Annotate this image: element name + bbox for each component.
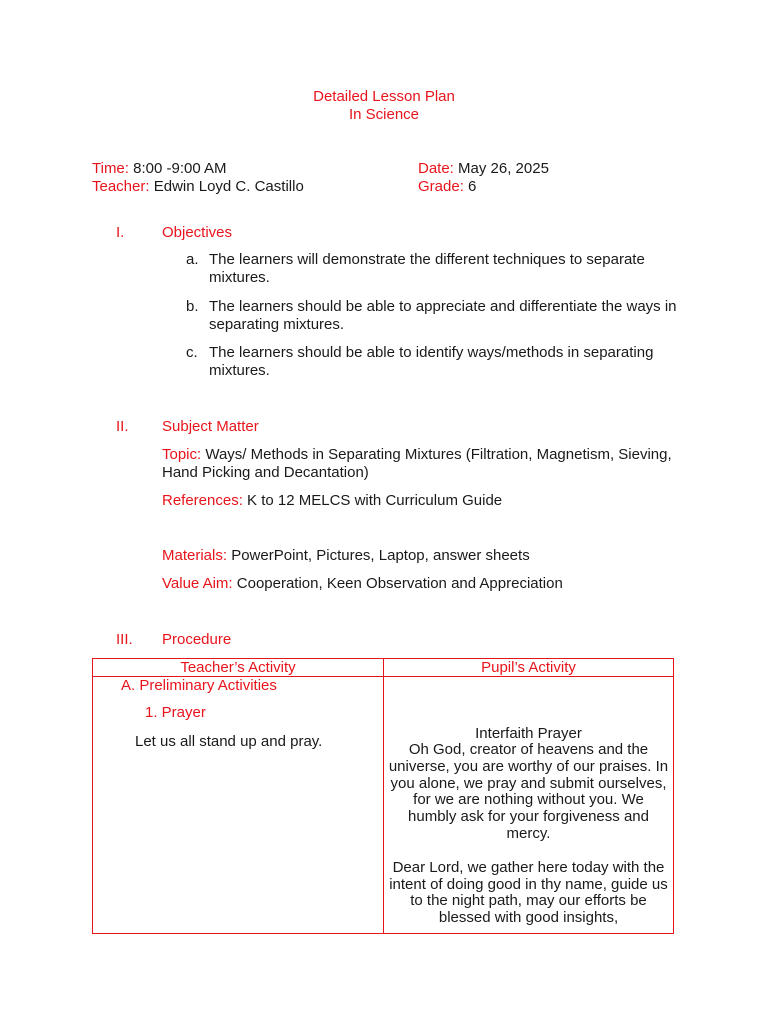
- date-row: [418, 160, 549, 177]
- objective-item-text: The learners should be able to identify ways/methods in separating mixtures.: [209, 344, 654, 379]
- pupil-activity-header: Pupil’s Activity: [384, 659, 674, 677]
- materials-label: Materials:: [162, 547, 228, 564]
- materials-row: [162, 547, 530, 564]
- references-label: References:: [162, 492, 243, 509]
- pupil-prayer-title: Interfaith Prayer: [475, 725, 582, 742]
- grade-value: 6: [468, 178, 477, 195]
- objective-item-label: a.: [186, 251, 199, 268]
- objective-item-b: [186, 298, 686, 334]
- teacher-value: Edwin Loyd C. Castillo: [153, 178, 304, 195]
- references-row: [162, 492, 502, 509]
- value-aim-value: Cooperation, Keen Observation and Appreciation: [236, 575, 563, 592]
- date-value: May 26, 2025: [458, 160, 549, 177]
- time-row: [92, 160, 227, 177]
- objective-item-c: [186, 344, 686, 380]
- grade-row: [418, 178, 476, 195]
- prayer-heading: 1. Prayer: [145, 704, 206, 721]
- time-label: Time:: [92, 160, 129, 177]
- pupil-prayer-paragraph-1: Oh God, creator of heavens and the universe, you are worthy of our praises. In you alone, we pray and submit ourselves, for we are nothing without you. We humbly ask for your forgiveness and mercy.: [388, 741, 669, 842]
- pupil-prayer-paragraph-2: Dear Lord, we gather here today with the intent of doing good in thy name, guide us to the night path, may our efforts be blessed with good insights,: [389, 858, 668, 927]
- document-title: Detailed Lesson Plan: [313, 88, 455, 105]
- objective-item-text: The learners should be able to appreciate and differentiate the ways in separating mixtures.: [209, 298, 677, 333]
- topic-row: [162, 446, 674, 482]
- teacher-label: Teacher:: [92, 178, 150, 195]
- time-value: 8:00 -9:00 AM: [133, 160, 227, 177]
- topic-label: Topic:: [162, 446, 202, 463]
- table-row: [93, 677, 674, 934]
- procedure-table: [92, 658, 674, 934]
- objective-item-a: [186, 251, 686, 287]
- objective-item-text: The learners will demonstrate the different techniques to separate mixtures.: [209, 251, 645, 286]
- references-value: K to 12 MELCS with Curriculum Guide: [247, 492, 503, 509]
- materials-value: PowerPoint, Pictures, Laptop, answer sheets: [231, 547, 530, 564]
- value-aim-row: [162, 575, 563, 592]
- topic-value: Ways/ Methods in Separating Mixtures (Filtration, Magnetism, Sieving, Hand Picking and Decantation): [162, 446, 672, 481]
- table-header-row: [93, 659, 674, 677]
- objective-item-label: c.: [186, 344, 198, 361]
- preliminary-activities-heading: A. Preliminary Activities: [121, 677, 277, 694]
- grade-label: Grade:: [418, 178, 464, 195]
- procedure-numeral: III.: [116, 631, 133, 648]
- objectives-heading: Objectives: [162, 224, 233, 241]
- subject-matter-heading: Subject Matter: [162, 418, 259, 435]
- document-subtitle: In Science: [348, 106, 420, 123]
- date-label: Date:: [418, 160, 454, 177]
- objective-item-label: b.: [186, 298, 199, 315]
- teacher-prayer-instruction: Let us all stand up and pray.: [135, 733, 323, 750]
- value-aim-label: Value Aim:: [162, 575, 233, 592]
- subject-matter-numeral: II.: [116, 418, 129, 435]
- objectives-numeral: I.: [116, 224, 125, 241]
- pupil-activity-cell: [384, 677, 674, 934]
- teacher-row: [92, 178, 304, 195]
- teacher-activity-cell: [93, 677, 384, 934]
- teacher-activity-header: Teacher’s Activity: [93, 659, 384, 677]
- procedure-heading: Procedure: [162, 631, 232, 648]
